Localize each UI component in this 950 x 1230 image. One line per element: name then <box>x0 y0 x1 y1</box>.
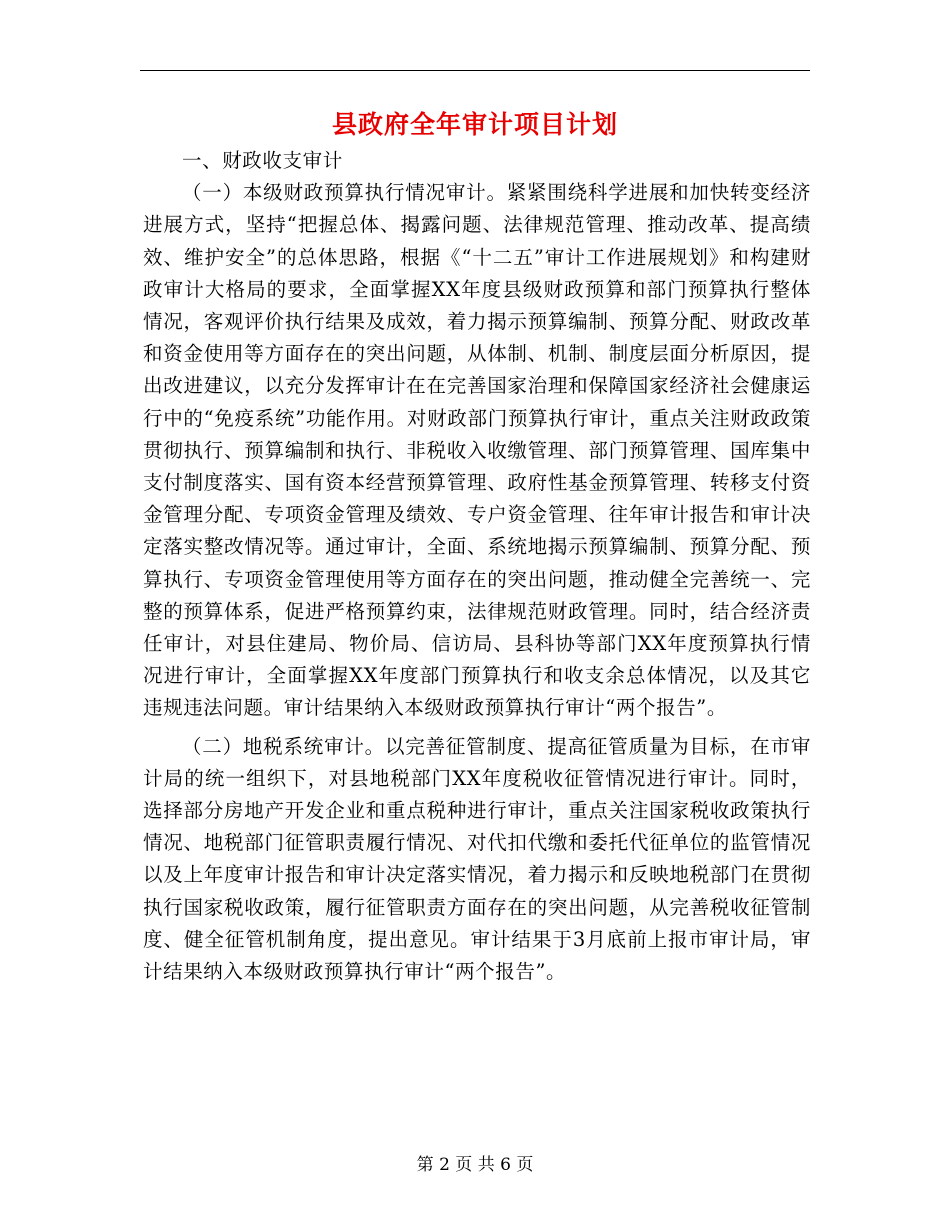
paragraph-local-tax-audit: （二）地税系统审计。以完善征管制度、提高征管质量为目标，在市审计局的统一组织下，对县地税部门XX年度税收征管情况进行审计。同时，选择部分房地产开发企业和重点税种进行审计，重点关注国家税收政策执行情况、地税部门征管职责履行情况、对代扣代缴和委托代征单位的监管情况以及上年度审计报告和审计决定落实情况，着力揭示和反映地税部门在贯彻执行国家税收政策，履行征管职责方面存在的突出问题，从完善税收征管制度、健全征管机制角度，提出意见。审计结果于3月底前上报市审计局，审计结果纳入本级财政预算执行审计“两个报告”。 <box>143 734 811 984</box>
document-title: 县政府全年审计项目计划 <box>331 110 618 139</box>
header-rule <box>140 70 810 71</box>
document-body <box>143 145 811 988</box>
section-heading: 一、财政收支审计 <box>182 149 343 172</box>
page-number: 第 2 页 共 6 页 <box>416 1155 534 1175</box>
page-footer <box>0 1153 950 1177</box>
paragraph-budget-execution-audit: （一）本级财政预算执行情况审计。紧紧围绕科学进展和加快转变经济进展方式，坚持“把握总体、揭露问题、法律规范管理、推动改革、提高绩效、维护安全”的总体思路，根据《“十二五”审计工作进展规划》和构建财政审计大格局的要求，全面掌握XX年度县级财政预算和部门预算执行整体情况，客观评价执行结果及成效，着力揭示预算编制、预算分配、财政改革和资金使用等方面存在的突出问题，从体制、机制、制度层面分析原因，提出改进建议，以充分发挥审计在在完善国家治理和保障国家经济社会健康运行中的“免疫系统”功能作用。对财政部门预算执行审计，重点关注财政政策贯彻执行、预算编制和执行、非税收入收缴管理、部门预算管理、国库集中支付制度落实、国有资本经营预算管理、政府性基金预算管理、转移支付资金管理分配、专项资金管理及绩效、专户资金管理、往年审计报告和审计决定落实整改情况等。通过审计，全面、系统地揭示预算编制、预算分配、预算执行、专项资金管理使用等方面存在的突出问题，推动健全完善统一、完整的预算体系，促进严格预算约束，法律规范财政管理。同时，结合经济责任审计，对县住建局、物价局、信访局、县科协等部门XX年度预算执行情况进行审计，全面掌握XX年度部门预算执行和收支余总体情况，以及其它违规违法问题。审计结果纳入本级财政预算执行审计“两个报告”。 <box>143 181 811 720</box>
